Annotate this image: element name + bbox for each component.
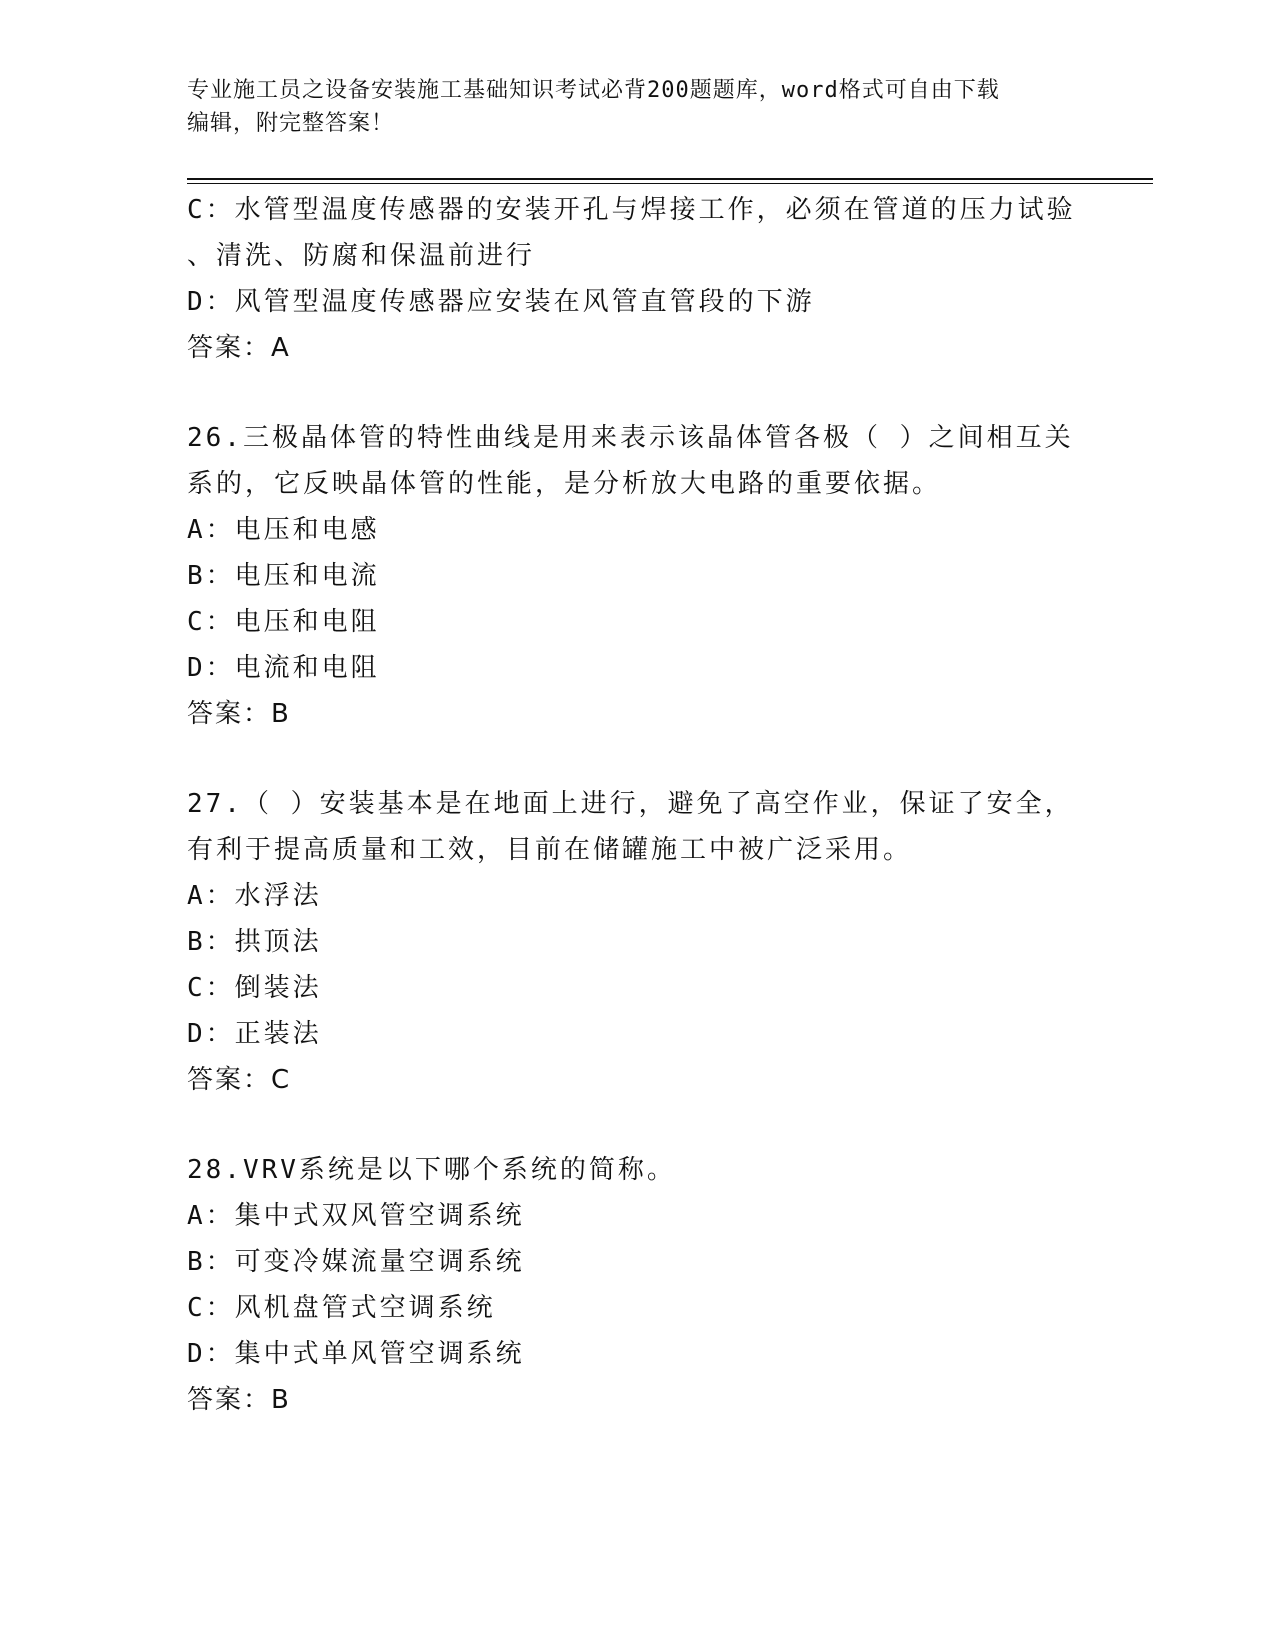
spacer bbox=[187, 737, 1087, 781]
option-d: D：风管型温度传感器应安装在风管直管段的下游 bbox=[187, 287, 815, 317]
question-25-continued bbox=[187, 187, 1087, 371]
option-b: B：可变冷媒流量空调系统 bbox=[187, 1247, 525, 1277]
spacer bbox=[187, 1103, 1087, 1147]
question-stem-line-2: 系的，它反映晶体管的性能，是分析放大电路的重要依据。 bbox=[187, 469, 942, 499]
document-header bbox=[187, 74, 1087, 140]
question-stem-line-2: 有利于提高质量和工效，目前在储罐施工中被广泛采用。 bbox=[187, 835, 913, 865]
option-a: A：水浮法 bbox=[187, 881, 322, 911]
header-title-line-2: 编辑，附完整答案！ bbox=[187, 111, 395, 136]
answer: 答案：C bbox=[187, 1065, 292, 1095]
document-body bbox=[187, 187, 1087, 1423]
option-c: C：电压和电阻 bbox=[187, 607, 380, 637]
question-28 bbox=[187, 1147, 1087, 1423]
option-d: D：电流和电阻 bbox=[187, 653, 380, 683]
option-d: D：正装法 bbox=[187, 1019, 322, 1049]
option-b: B：拱顶法 bbox=[187, 927, 322, 957]
option-a: A：电压和电感 bbox=[187, 515, 380, 545]
option-b: B：电压和电流 bbox=[187, 561, 380, 591]
spacer bbox=[187, 371, 1087, 415]
header-title-line-1: 专业施工员之设备安装施工基础知识考试必背200题题库，word格式可自由下载 bbox=[187, 78, 1000, 103]
answer: 答案：B bbox=[187, 1385, 291, 1415]
option-c: C：风机盘管式空调系统 bbox=[187, 1293, 496, 1323]
answer: 答案：B bbox=[187, 699, 291, 729]
question-stem-line-1: 27.（ ）安装基本是在地面上进行，避免了高空作业，保证了安全， bbox=[187, 789, 1074, 819]
question-stem-line-1: 26.三极晶体管的特性曲线是用来表示该晶体管各极（ ）之间相互关 bbox=[187, 423, 1074, 453]
question-26 bbox=[187, 415, 1087, 737]
option-c-line-2: 、清洗、防腐和保温前进行 bbox=[187, 241, 536, 271]
option-c-line-1: C：水管型温度传感器的安装开孔与焊接工作，必须在管道的压力试验 bbox=[187, 195, 1076, 225]
option-c: C：倒装法 bbox=[187, 973, 322, 1003]
question-27 bbox=[187, 781, 1087, 1103]
answer: 答案：A bbox=[187, 333, 291, 363]
header-rule-thick bbox=[187, 178, 1153, 180]
option-a: A：集中式双风管空调系统 bbox=[187, 1201, 525, 1231]
option-d: D：集中式单风管空调系统 bbox=[187, 1339, 525, 1369]
question-stem: 28.VRV系统是以下哪个系统的简称。 bbox=[187, 1155, 676, 1185]
header-rule-thin bbox=[187, 183, 1153, 184]
